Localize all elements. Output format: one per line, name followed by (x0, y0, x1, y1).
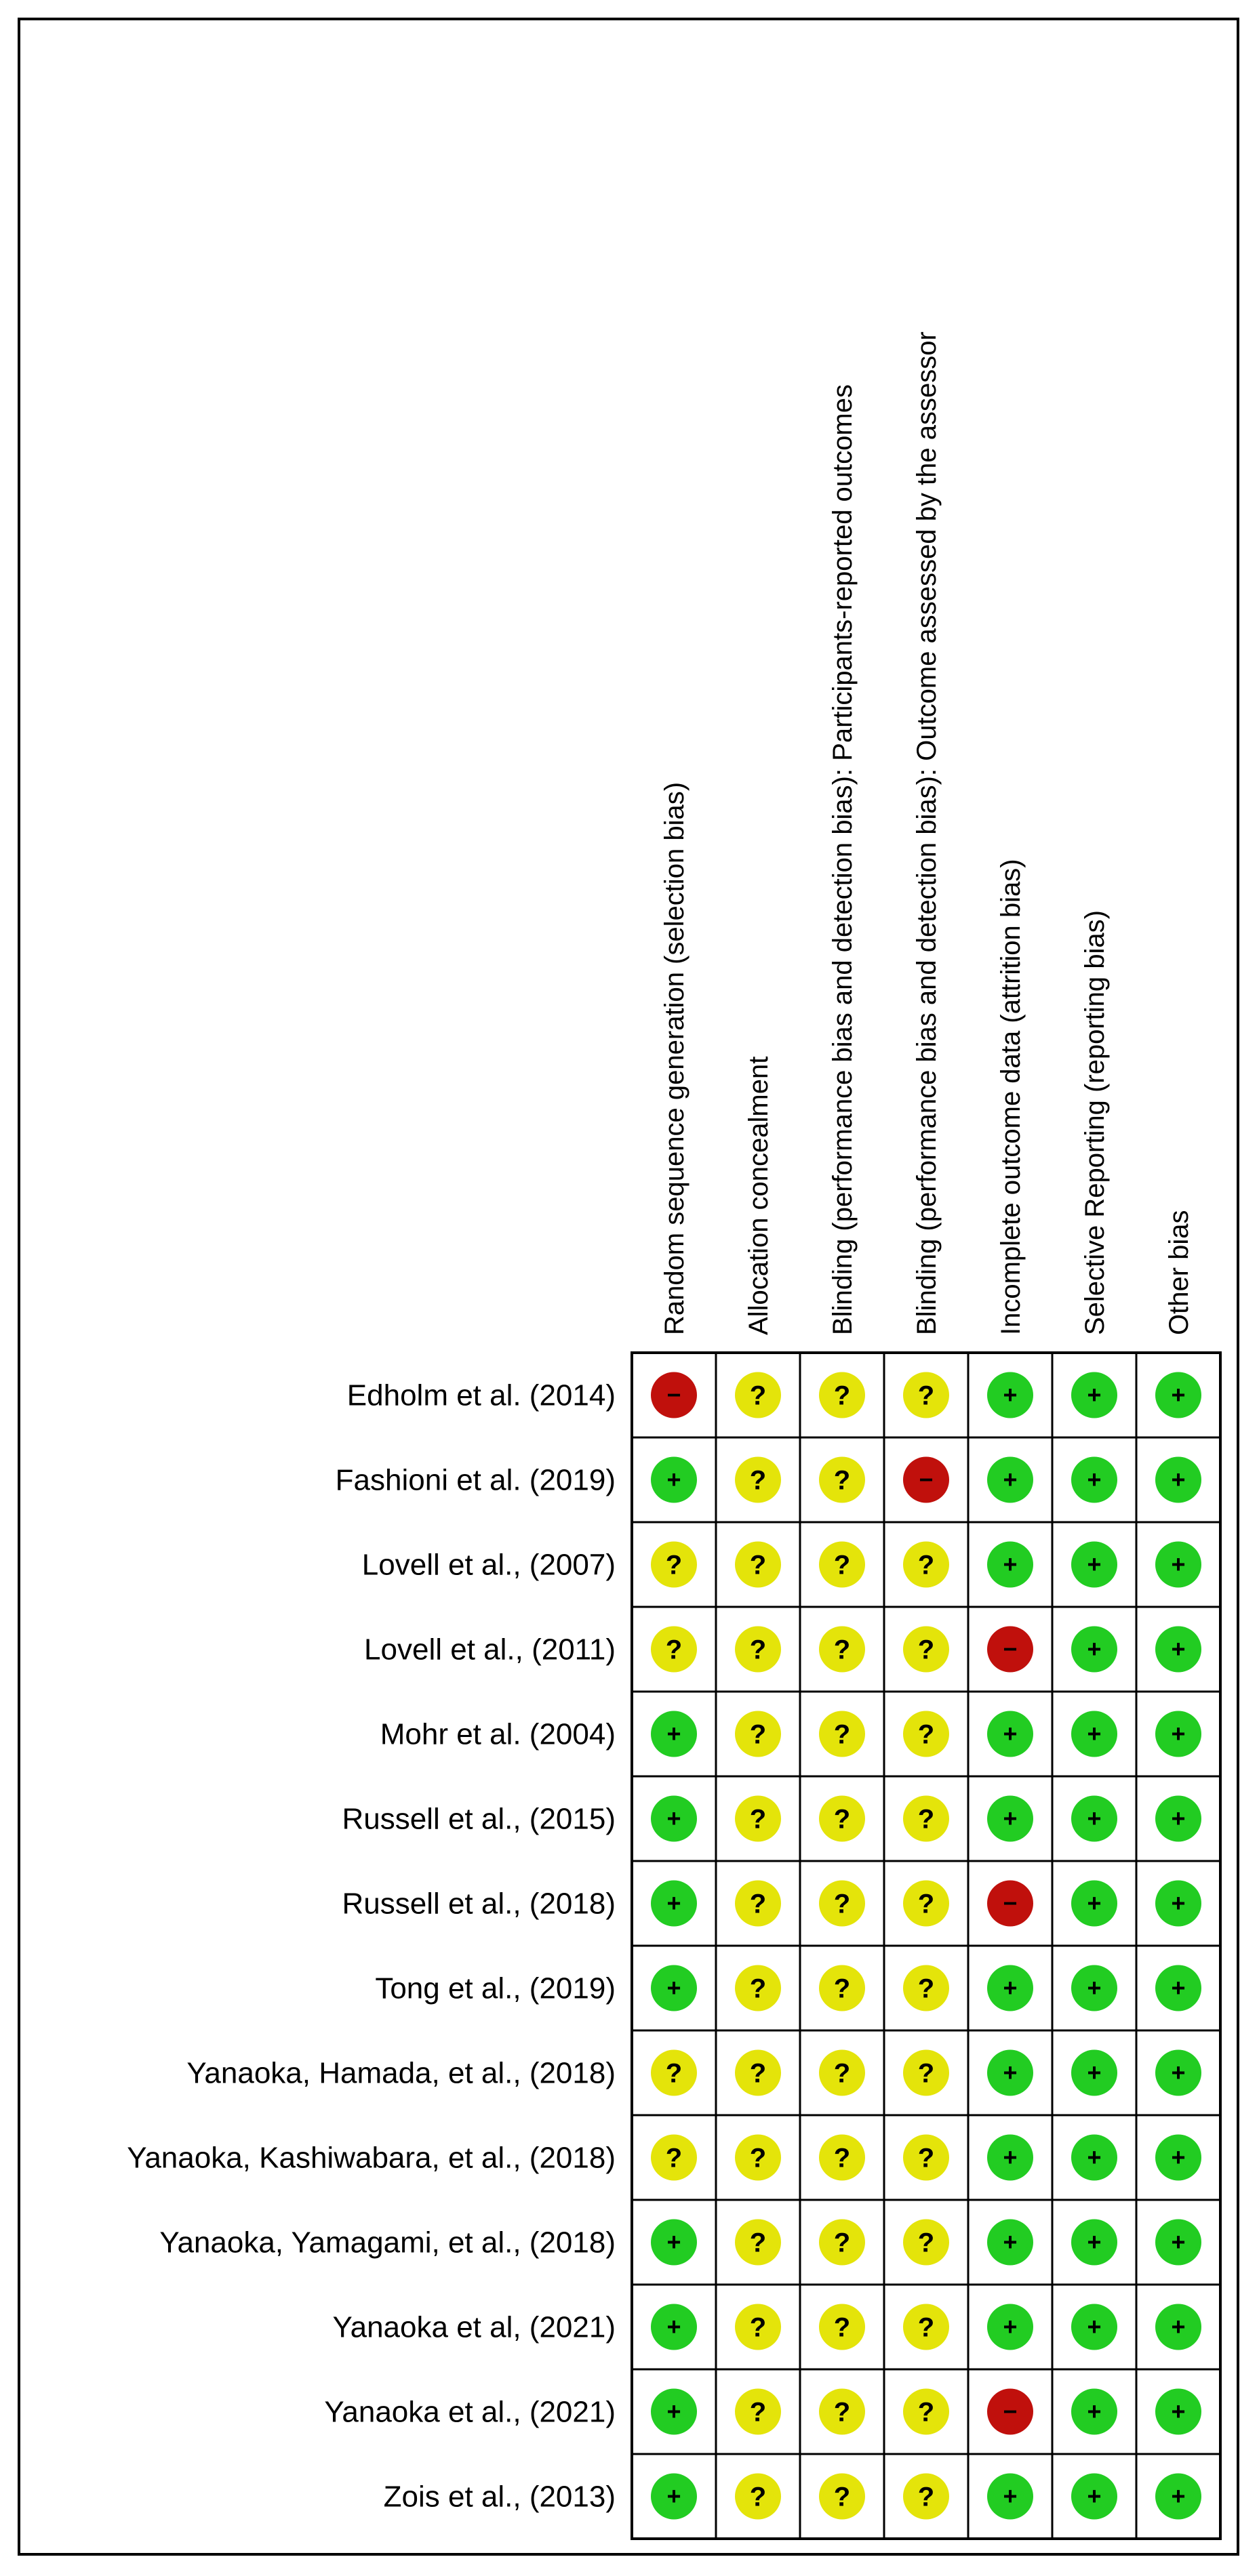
rating-mark-unclear (735, 1372, 781, 1418)
rating-mark-unclear (735, 1542, 781, 1588)
study-label: Yanaoka, Kashiwabara, et al., (2018) (127, 2141, 616, 2175)
rating-mark-low (1155, 1796, 1201, 1842)
rating-symbol: + (1171, 1804, 1186, 1833)
rating-mark-low (987, 1796, 1033, 1842)
rating-symbol: + (1087, 1381, 1102, 1409)
rating-mark-low (1071, 1372, 1117, 1418)
rating-symbol: + (1171, 1465, 1186, 1494)
rating-symbol: ? (749, 2482, 767, 2512)
rating-symbol: ? (833, 2228, 851, 2258)
rating-symbol: + (1003, 2143, 1018, 2171)
rating-mark-unclear (903, 1881, 949, 1927)
rating-mark-unclear (819, 1372, 865, 1418)
rating-mark-unclear (903, 2050, 949, 2096)
rating-mark-low (1155, 1372, 1201, 1418)
rating-mark-unclear (903, 1627, 949, 1673)
rating-mark-low (1155, 2304, 1201, 2350)
rating-symbol: ? (749, 1889, 767, 1919)
domain-label: Random sequence generation (selection bias) (660, 781, 690, 1335)
rating-symbol: ? (917, 2397, 935, 2428)
rating-mark-low (1071, 2050, 1117, 2096)
rating-mark-low (651, 2220, 697, 2266)
rating-symbol: ? (917, 1974, 935, 2004)
rating-grid (632, 1353, 1220, 2539)
rating-symbol: ? (833, 2143, 851, 2173)
rating-symbol: − (1003, 1889, 1018, 1917)
rating-symbol: + (1087, 2228, 1102, 2256)
study-label: Lovell et al., (2007) (361, 1548, 616, 1582)
rating-mark-low (1155, 1542, 1201, 1588)
domain-label: Blinding (performance bias and detection bias): Participants-reported outcomes (828, 384, 858, 1335)
rating-mark-low (1071, 2304, 1117, 2350)
domain-label: Allocation concealment (744, 1056, 774, 1335)
study-label: Fashioni et al. (2019) (335, 1463, 616, 1497)
rating-mark-low (1071, 1965, 1117, 2011)
rating-symbol: ? (917, 2228, 935, 2258)
rating-symbol: − (919, 1465, 934, 1494)
rating-symbol: + (666, 2312, 681, 2341)
study-labels (127, 1379, 616, 2514)
rating-symbol: ? (833, 2058, 851, 2089)
rating-mark-unclear (651, 2050, 697, 2096)
rating-mark-low (651, 1796, 697, 1842)
rating-mark-unclear (819, 2135, 865, 2181)
rating-mark-high (987, 2389, 1033, 2435)
rating-mark-unclear (819, 2389, 865, 2435)
rating-symbol: + (1171, 2228, 1186, 2256)
rating-symbol: ? (833, 1719, 851, 1750)
rating-mark-unclear (903, 2304, 949, 2350)
rating-symbol: ? (665, 2058, 683, 2089)
rating-symbol: ? (833, 1974, 851, 2004)
rating-symbol: ? (917, 1804, 935, 1835)
rating-mark-low (987, 2050, 1033, 2096)
rating-mark-unclear (735, 1881, 781, 1927)
rating-mark-low (1071, 1542, 1117, 1588)
study-label: Yanaoka, Hamada, et al., (2018) (186, 2056, 616, 2090)
rating-symbol: + (666, 2228, 681, 2256)
rating-symbol: ? (749, 1719, 767, 1750)
rating-symbol: + (1087, 1974, 1102, 2002)
rating-mark-unclear (735, 2304, 781, 2350)
rating-symbol: + (1171, 2312, 1186, 2341)
rating-symbol: + (1087, 1889, 1102, 1917)
rating-symbol: + (1171, 1889, 1186, 1917)
study-label: Zois et al., (2013) (383, 2480, 616, 2514)
rating-mark-low (1071, 2135, 1117, 2181)
rating-mark-low (1155, 1965, 1201, 2011)
rating-mark-low (987, 1711, 1033, 1757)
rating-symbol: ? (749, 1550, 767, 1580)
rating-mark-unclear (903, 2220, 949, 2266)
rating-mark-low (651, 2304, 697, 2350)
rating-symbol: + (1087, 2482, 1102, 2510)
rating-symbol: ? (749, 1804, 767, 1835)
rating-symbol: ? (749, 1974, 767, 2004)
study-label: Tong et al., (2019) (375, 1971, 616, 2005)
rating-mark-unclear (903, 2474, 949, 2520)
rating-symbol: + (1171, 2397, 1186, 2426)
rating-mark-unclear (735, 2220, 781, 2266)
rating-symbol: + (1003, 1974, 1018, 2002)
rating-symbol: + (1087, 2397, 1102, 2426)
rating-symbol: ? (833, 1381, 851, 1411)
study-label: Russell et al., (2015) (342, 1802, 616, 1836)
rating-symbol: ? (665, 2143, 683, 2173)
rating-mark-low (1155, 1711, 1201, 1757)
rating-symbol: ? (833, 2482, 851, 2512)
rating-mark-low (651, 1965, 697, 2011)
rating-symbol: ? (665, 1635, 683, 1665)
rating-symbol: ? (833, 1465, 851, 1496)
rating-symbol: ? (749, 1635, 767, 1665)
rating-mark-low (1155, 2050, 1201, 2096)
study-label: Russell et al., (2018) (342, 1887, 616, 1921)
rating-symbol: ? (917, 2482, 935, 2512)
rating-symbol: + (1171, 1550, 1186, 1578)
rating-symbol: ? (749, 1465, 767, 1496)
rating-symbol: + (666, 1889, 681, 1917)
rating-mark-low (1155, 2474, 1201, 2520)
rating-symbol: ? (749, 2143, 767, 2173)
rating-mark-high (987, 1881, 1033, 1927)
rating-mark-low (1071, 1711, 1117, 1757)
rating-mark-low (1071, 1796, 1117, 1842)
rating-mark-unclear (651, 1542, 697, 1588)
rating-mark-low (1071, 1881, 1117, 1927)
domain-label: Blinding (performance bias and detection bias): Outcome assessed by the assessor (912, 331, 942, 1335)
rating-symbol: ? (749, 2397, 767, 2428)
rating-symbol: − (1003, 1635, 1018, 1663)
rating-mark-low (987, 1965, 1033, 2011)
rating-mark-unclear (903, 1372, 949, 1418)
rating-mark-unclear (819, 2220, 865, 2266)
rating-mark-unclear (903, 2389, 949, 2435)
rating-mark-low (987, 2304, 1033, 2350)
rating-mark-low (1071, 2474, 1117, 2520)
rating-mark-unclear (819, 2474, 865, 2520)
rating-symbol: + (1003, 2058, 1018, 2087)
rating-symbol: ? (917, 1635, 935, 1665)
rating-mark-unclear (735, 2135, 781, 2181)
rating-symbol: ? (749, 2058, 767, 2089)
study-label: Lovell et al., (2011) (364, 1633, 616, 1667)
rating-mark-unclear (651, 2135, 697, 2181)
rating-symbol: + (1087, 2312, 1102, 2341)
rating-mark-low (651, 2474, 697, 2520)
rating-mark-unclear (735, 1457, 781, 1503)
rating-symbol: ? (917, 1719, 935, 1750)
rating-mark-low (987, 1457, 1033, 1503)
rating-mark-high (987, 1627, 1033, 1673)
rating-mark-low (987, 2220, 1033, 2266)
domain-label: Other bias (1164, 1210, 1194, 1335)
rating-symbol: + (1087, 1719, 1102, 1748)
rating-mark-unclear (735, 1711, 781, 1757)
rating-mark-unclear (903, 1796, 949, 1842)
rating-symbol: ? (917, 1889, 935, 1919)
rating-symbol: + (1003, 2312, 1018, 2341)
rating-symbol: + (1087, 2143, 1102, 2171)
rating-mark-unclear (819, 1965, 865, 2011)
study-label: Edholm et al. (2014) (346, 1378, 616, 1412)
rating-mark-unclear (735, 2050, 781, 2096)
rating-mark-low (1155, 1627, 1201, 1673)
rating-mark-unclear (819, 1457, 865, 1503)
rating-mark-low (987, 2474, 1033, 2520)
rating-symbol: − (1003, 2397, 1018, 2426)
rating-symbol: + (666, 2397, 681, 2426)
rating-symbol: + (1087, 1804, 1102, 1833)
rating-mark-low (1071, 2220, 1117, 2266)
rating-mark-low (651, 1881, 697, 1927)
rating-mark-unclear (903, 1542, 949, 1588)
rating-mark-low (1155, 2220, 1201, 2266)
rating-mark-low (987, 1542, 1033, 1588)
rating-mark-low (1071, 1627, 1117, 1673)
rating-symbol: + (666, 2482, 681, 2510)
rating-symbol: ? (749, 1381, 767, 1411)
rating-symbol: + (1171, 1635, 1186, 1663)
rating-mark-low (651, 2389, 697, 2435)
rating-mark-unclear (735, 2474, 781, 2520)
rating-mark-unclear (903, 2135, 949, 2181)
rating-symbol: + (1171, 1381, 1186, 1409)
rating-symbol: ? (665, 1550, 683, 1580)
rating-symbol: + (1003, 2482, 1018, 2510)
rating-mark-unclear (651, 1627, 697, 1673)
rating-symbol: ? (749, 2312, 767, 2343)
rating-symbol: + (1003, 2228, 1018, 2256)
rating-symbol: + (1171, 1719, 1186, 1748)
rating-mark-unclear (903, 1711, 949, 1757)
rating-symbol: + (1003, 1465, 1018, 1494)
rating-symbol: + (1003, 1804, 1018, 1833)
rating-mark-low (1155, 2135, 1201, 2181)
rating-symbol: + (666, 1804, 681, 1833)
rating-symbol: + (666, 1465, 681, 1494)
study-label: Yanaoka, Yamagami, et al., (2018) (159, 2226, 616, 2260)
study-label: Yanaoka et al., (2021) (324, 2395, 616, 2429)
rating-mark-unclear (735, 1627, 781, 1673)
study-label: Yanaoka et al, (2021) (332, 2310, 616, 2344)
rating-mark-low (987, 2135, 1033, 2181)
rating-mark-unclear (819, 1796, 865, 1842)
study-label: Mohr et al. (2004) (380, 1717, 616, 1751)
rating-mark-unclear (819, 1881, 865, 1927)
rating-mark-low (1155, 1457, 1201, 1503)
rating-mark-low (1071, 1457, 1117, 1503)
rating-symbol: ? (833, 1889, 851, 1919)
rating-symbol: + (1171, 1974, 1186, 2002)
rating-mark-unclear (819, 1711, 865, 1757)
domain-label: Incomplete outcome data (attrition bias) (996, 859, 1026, 1335)
rating-symbol: + (1087, 1550, 1102, 1578)
rating-mark-unclear (819, 1542, 865, 1588)
rating-symbol: + (666, 1974, 681, 2002)
rating-mark-unclear (735, 2389, 781, 2435)
rating-symbol: + (1171, 2482, 1186, 2510)
rating-mark-low (1155, 2389, 1201, 2435)
rating-symbol: + (1087, 1465, 1102, 1494)
rating-symbol: ? (917, 2312, 935, 2343)
rating-symbol: ? (917, 1381, 935, 1411)
rating-symbol: ? (917, 2143, 935, 2173)
rating-mark-unclear (735, 1796, 781, 1842)
rating-mark-unclear (819, 1627, 865, 1673)
rating-symbol: + (1003, 1550, 1018, 1578)
rating-symbol: ? (917, 2058, 935, 2089)
rating-symbol: ? (833, 1804, 851, 1835)
domain-labels (660, 331, 1194, 1335)
rating-mark-high (903, 1457, 949, 1503)
rating-symbol: + (1003, 1381, 1018, 1409)
rating-mark-low (987, 1372, 1033, 1418)
rating-mark-low (651, 1711, 697, 1757)
rating-symbol: + (1171, 2058, 1186, 2087)
rating-mark-low (1155, 1881, 1201, 1927)
rating-symbol: ? (833, 2312, 851, 2343)
rating-mark-high (651, 1372, 697, 1418)
rating-symbol: ? (833, 2397, 851, 2428)
rating-symbol: − (666, 1381, 681, 1409)
rating-symbol: ? (749, 2228, 767, 2258)
rating-mark-low (1071, 2389, 1117, 2435)
rating-symbol: + (1003, 1719, 1018, 1748)
domain-label: Selective Reporting (reporting bias) (1080, 910, 1110, 1335)
rating-mark-unclear (735, 1965, 781, 2011)
rating-mark-unclear (819, 2050, 865, 2096)
rating-symbol: ? (917, 1550, 935, 1580)
rating-symbol: + (666, 1719, 681, 1748)
rating-symbol: + (1087, 1635, 1102, 1663)
rating-symbol: ? (833, 1550, 851, 1580)
rating-symbol: ? (833, 1635, 851, 1665)
rating-symbol: + (1171, 2143, 1186, 2171)
rating-mark-unclear (819, 2304, 865, 2350)
rating-mark-low (651, 1457, 697, 1503)
rating-mark-unclear (903, 1965, 949, 2011)
rating-symbol: + (1087, 2058, 1102, 2087)
